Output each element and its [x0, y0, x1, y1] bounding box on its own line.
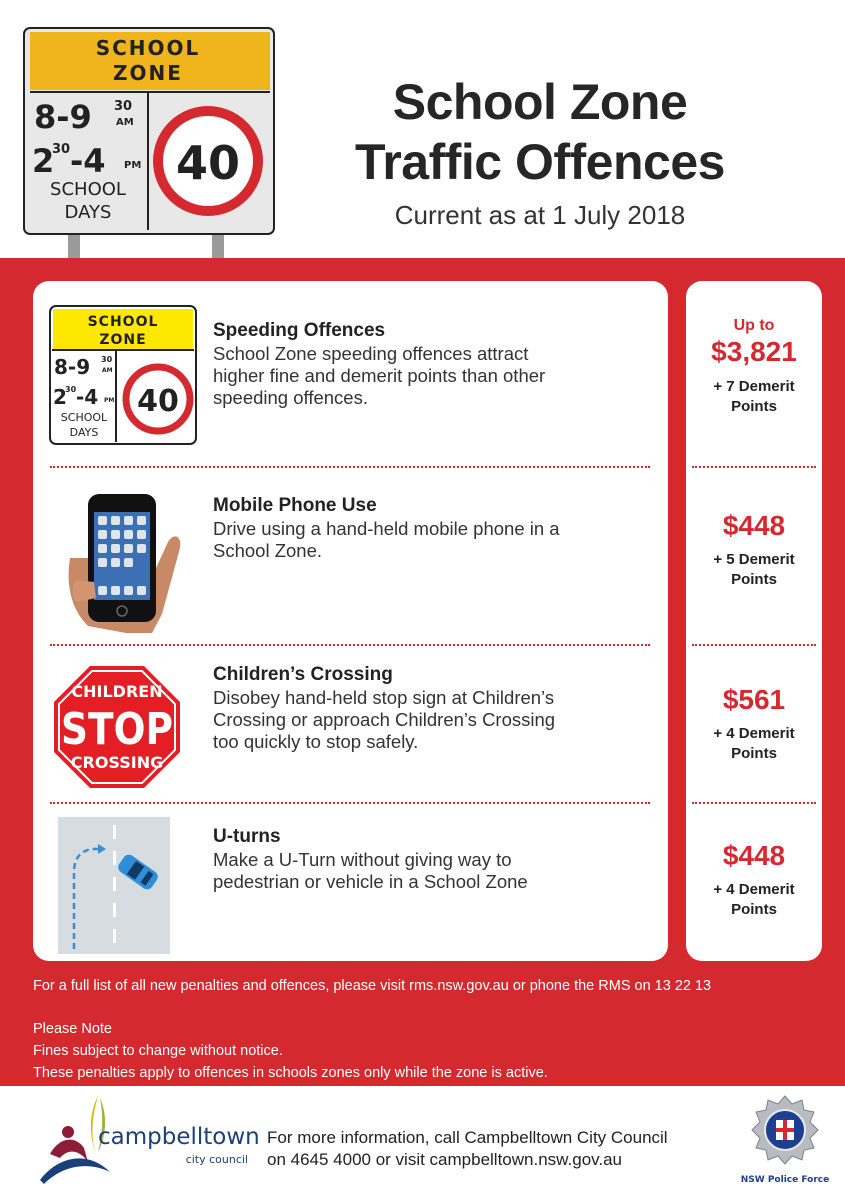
- separator: [692, 644, 816, 646]
- sign-time2-suf: PM: [124, 160, 142, 171]
- fine-prefix: Up to: [733, 317, 775, 334]
- offence-title-phone: Mobile Phone Use: [213, 495, 377, 516]
- offence-desc-speeding: [213, 343, 653, 409]
- separator: [692, 466, 816, 468]
- stop-line3: CROSSING: [70, 753, 164, 772]
- contact-info: [267, 1127, 737, 1171]
- icon-sign-time1: 8-9: [54, 355, 91, 379]
- desc-line: Make a U-Turn without giving way to: [213, 849, 512, 870]
- offence-title-crossing: Children’s Crossing: [213, 664, 393, 685]
- stop-line1: CHILDREN: [71, 682, 163, 701]
- points-line: + 5 Demerit: [713, 551, 795, 568]
- icon-sign-time2-sup: 30: [65, 385, 77, 394]
- sign-time2-pre: 2: [32, 142, 55, 180]
- icon-sign-time1-suf: AM: [102, 367, 113, 374]
- demerit-points-speeding: [686, 377, 822, 417]
- children-crossing-stop-sign-icon: [52, 664, 182, 790]
- icon-sign-days1: SCHOOL: [60, 411, 108, 424]
- sign-speed: 40: [175, 136, 241, 190]
- points-line: Points: [731, 901, 777, 918]
- icon-sign-speed: 40: [137, 384, 179, 419]
- sign-days1: SCHOOL: [50, 179, 126, 200]
- points-line: Points: [731, 571, 777, 588]
- offence-title-uturn: U-turns: [213, 826, 281, 847]
- sign-time2-sup: 30: [52, 142, 71, 157]
- desc-line: School Zone.: [213, 540, 323, 561]
- nsw-police-badge-icon: [740, 1094, 830, 1190]
- points-line: + 4 Demerit: [713, 725, 795, 742]
- note-title: Please Note: [33, 1021, 112, 1037]
- demerit-points-uturn: [686, 880, 822, 920]
- contact-line: on 4645 4000 or visit campbelltown.nsw.gov.au: [267, 1150, 623, 1169]
- demerit-points-phone: [686, 550, 822, 590]
- title-line1: School Zone: [392, 74, 688, 130]
- desc-line: School Zone speeding offences attract: [213, 343, 529, 364]
- stop-line2: STOP: [61, 704, 173, 755]
- icon-sign-line2: ZONE: [99, 332, 147, 348]
- separator: [50, 644, 650, 646]
- icon-sign-days2: DAYS: [69, 426, 99, 439]
- icon-sign-time2-suf: PM: [104, 397, 115, 404]
- icon-sign-time1-sup: 30: [101, 355, 113, 364]
- full-list-note: For a full list of all new penalties and offences, please visit rms.nsw.gov.au or phone the RMS on 13 22 13: [33, 978, 712, 994]
- note-line: Fines subject to change without notice.: [33, 1043, 283, 1059]
- please-note: [33, 1018, 548, 1084]
- contact-line: For more information, call Campbelltown City Council: [267, 1128, 668, 1147]
- icon-sign-time2: -4: [76, 385, 99, 409]
- title-line2: Traffic Offences: [355, 134, 725, 190]
- mobile-phone-icon: [66, 488, 186, 633]
- offence-desc-uturn: [213, 849, 653, 893]
- fine-amount-uturn: $448: [722, 840, 786, 871]
- note-line: These penalties apply to offences in schools zones only while the zone is active.: [33, 1065, 548, 1081]
- fine-amount-crossing: $561: [722, 684, 786, 715]
- desc-line: too quickly to stop safely.: [213, 731, 419, 752]
- desc-line: Crossing or approach Children’s Crossing: [213, 709, 556, 730]
- separator: [692, 802, 816, 804]
- page-title: [310, 72, 770, 192]
- fine-amount-phone: $448: [722, 510, 786, 541]
- campbelltown-logo: [38, 1092, 263, 1187]
- page-subtitle: Current as at 1 July 2018: [394, 200, 686, 230]
- separator: [50, 466, 650, 468]
- desc-line: pedestrian or vehicle in a School Zone: [213, 871, 528, 892]
- separator: [50, 802, 650, 804]
- school-zone-sign-icon: [48, 304, 198, 446]
- points-line: Points: [731, 398, 777, 415]
- demerit-points-crossing: [686, 724, 822, 764]
- sign-time1: 8-9: [34, 98, 92, 136]
- points-line: + 4 Demerit: [713, 881, 795, 898]
- icon-sign-line1: SCHOOL: [87, 314, 159, 330]
- sign-time2: -4: [70, 142, 106, 180]
- sign-time1-sup: 30: [114, 99, 133, 114]
- logo-name: campbelltown: [98, 1124, 260, 1150]
- desc-line: Drive using a hand-held mobile phone in a: [213, 518, 560, 539]
- offence-desc-crossing: [213, 687, 653, 753]
- sign-top-line2: ZONE: [113, 61, 183, 85]
- sign-time1-suf: AM: [116, 117, 134, 128]
- fine-amount-speeding: $3,821: [711, 336, 797, 367]
- u-turn-road-icon: [58, 817, 170, 954]
- school-zone-sign-image: [0, 0, 300, 258]
- logo-sub: city council: [185, 1153, 248, 1166]
- points-line: + 7 Demerit: [713, 378, 795, 395]
- points-line: Points: [731, 745, 777, 762]
- sign-top-line1: SCHOOL: [95, 36, 201, 60]
- icon-sign-time2-pre: 2: [53, 385, 67, 409]
- police-label: NSW Police Force: [740, 1175, 830, 1185]
- offence-title-speeding: Speeding Offences: [213, 320, 386, 341]
- sign-days2: DAYS: [64, 202, 112, 223]
- desc-line: speeding offences.: [213, 387, 368, 408]
- offence-desc-phone: [213, 518, 653, 562]
- desc-line: Disobey hand-held stop sign at Children’s: [213, 687, 555, 708]
- desc-line: higher fine and demerit points than other: [213, 365, 546, 386]
